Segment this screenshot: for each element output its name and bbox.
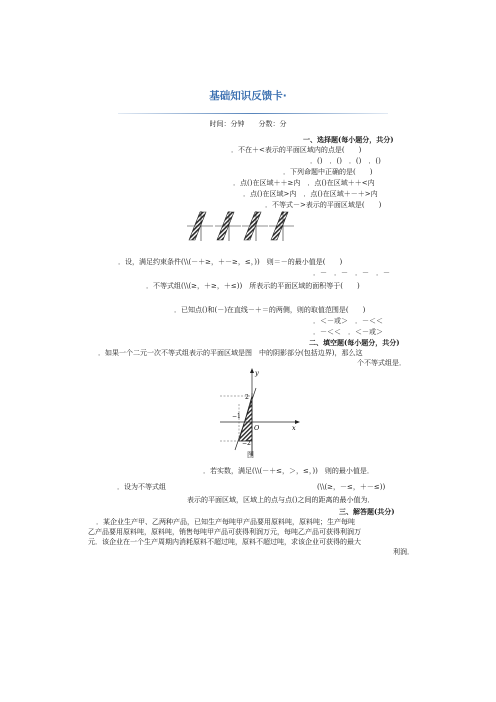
origin-label: O [254, 424, 260, 432]
section1-heading: 一、选择题(每小题分，共分) [303, 135, 394, 144]
q7-line2: 个不等式组是． [357, 359, 406, 367]
q8-text: ．若实数，满足(\\(－＋≤，＞，≤，)) 则的最小值是． [203, 467, 374, 475]
q7-figure [218, 366, 304, 460]
q10-line1: ．某企业生产甲、乙两种产品，已知生产每吨甲产品要用原料吨，原料吨；生产每吨 [96, 518, 355, 526]
q4-stem: ．设，满足约束条件(\\(－＋≥，＋－≥，≤，)) 则＝－的最小值是( ) [118, 258, 343, 266]
title-divider [118, 113, 388, 114]
x-tick-minus1: −1 [232, 413, 241, 420]
section3-heading: 三、解答题(共分) [339, 507, 395, 516]
q6-stem: ．已知点()和(－)在直线－＋＝的两侧，则的取值范围是( ) [174, 306, 366, 314]
q2-options-a: ．点()在区域＋＋≥内 ．点()在区域＋＋<内 [233, 179, 375, 187]
y-axis-label: y [255, 369, 259, 377]
q3-graph-b [215, 211, 241, 241]
q2-stem: ．下列命题中正确的是( ) [283, 168, 373, 176]
q1-options: ．() ．() ．() ．() [310, 157, 381, 165]
q3-graph-d [269, 211, 294, 241]
time-score-line: 时间：分钟 分数：分 [209, 120, 287, 128]
q2-options-b: ．点()在区域>内 ．点()在区域＋－＋>内 [243, 190, 378, 198]
y-tick-2: 2 [245, 394, 249, 401]
q5-stem: ．不等式组(\\(≥，＋≥，＋≤)) 所表示的平面区域的面积等于( ) [146, 282, 360, 290]
q7-line1: ．如果一个二元一次不等式组表示的平面区域是图 中的阴影部分(包括边界)，那么这 [98, 349, 363, 357]
q3-graph-c [242, 211, 268, 241]
q10-line3: 元．该企业在一个生产周期内消耗原料不超过吨，原料不超过吨，求该企业可获得的最大 [88, 538, 361, 546]
q9-line2: 表示的平面区域，区域上的点与点()之间的距离的最小值为． [187, 496, 375, 504]
q9-line1: ．设为不等式组 [117, 483, 166, 491]
q1-stem: ．不在＋<表示的平面区域内的点是( ) [231, 146, 362, 154]
q3-graphs [187, 210, 295, 242]
section2-heading: 二、填空题(每小题分，共分) [309, 338, 400, 347]
q4-options: ．－ ．－ ．－ ．－ [313, 269, 390, 277]
x-axis-label: x [292, 424, 296, 432]
y-tick-minus2: −2 [242, 440, 251, 447]
q3-graph-a [187, 211, 213, 241]
q10-line2: 乙产品要用原料吨，原料吨，销售每吨甲产品可获得利润万元，每吨乙产品可获得利润万 [88, 528, 361, 536]
page-title: 基础知识反馈卡· [209, 90, 287, 102]
q3-stem: ．不等式－>表示的平面区域是( ) [265, 201, 382, 209]
figure-caption: 图 [247, 451, 254, 459]
q6-options-a: ．＜－或＞ ．－＜＜ [313, 317, 383, 325]
q9-system: (\\(≥，－≤，＋－≤)) [317, 483, 386, 491]
q6-options-b: ．－＜＜ ．＜－或＞ [313, 328, 383, 336]
q10-line4: 利润． [393, 548, 414, 556]
